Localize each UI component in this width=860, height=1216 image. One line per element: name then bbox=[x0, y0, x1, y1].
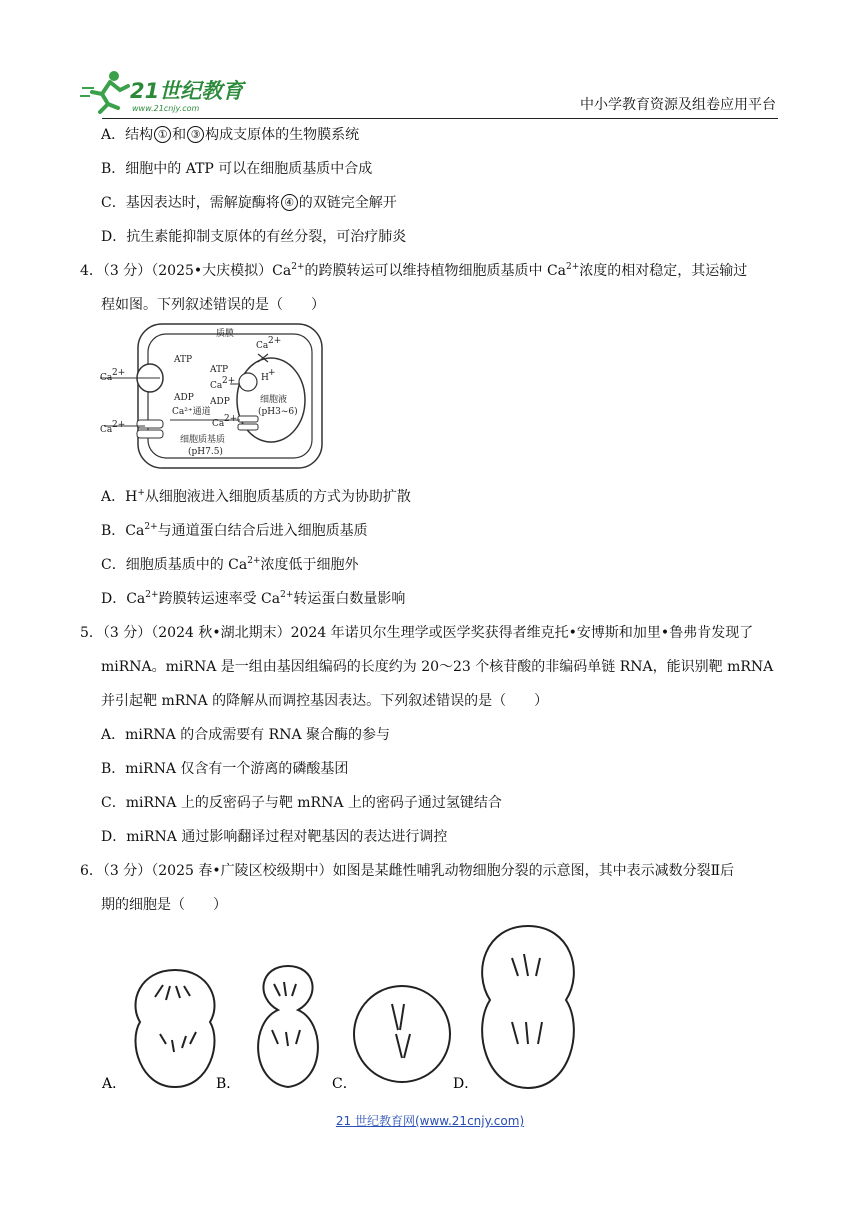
q4-option-b: B．$Ca^{2+}$与通道蛋白结合后进入细胞质基质 bbox=[101, 522, 368, 539]
runner-icon bbox=[80, 71, 128, 112]
svg-text:C．: C． bbox=[332, 1076, 357, 1092]
svg-text:Ca: Ca bbox=[100, 373, 113, 383]
q5-stem: 5．（3 分）（2024 秋•湖北期末）2024 年诺贝尔生理学或医学奖获得者维克托•安博斯和加里•鲁弗肯发现了 bbox=[80, 625, 754, 641]
q6-stem: 6．（3 分）（2025 春•广陵区校级期中）如图是某雌性哺乳动物细胞分裂的示意图，其中表示减数分裂Ⅱ后 bbox=[80, 863, 735, 879]
q4-stem: 4．（3 分）（2025•大庆模拟）$Ca^{2+}$的跨膜转运可以维持植物细胞质基质中 $Ca^{2+}$浓度的相对稳定，其运输过 bbox=[80, 262, 748, 279]
cell-division-figures bbox=[100, 922, 600, 1092]
footer-link[interactable]: 21 世纪教育网(www.21cnjy.com) bbox=[335, 1114, 525, 1128]
cell-b bbox=[258, 966, 318, 1087]
svg-text:ATP: ATP bbox=[174, 355, 193, 365]
svg-text:细胞质基质: 细胞质基质 bbox=[180, 435, 226, 445]
svg-text:Ca: Ca bbox=[212, 419, 225, 429]
cell-a bbox=[135, 970, 214, 1087]
q4-option-a: A．H+从细胞液进入细胞质基质的方式为协助扩散 bbox=[101, 488, 411, 505]
svg-text:2+: 2+ bbox=[112, 368, 126, 378]
cell-d bbox=[482, 926, 574, 1088]
q5-stem-line2: miRNA。miRNA 是一组由基因组编码的长度约为 20～23 个核苷酸的非编码单链 RNA，能识别靶 mRNA bbox=[101, 659, 774, 675]
q4-option-c: C．细胞质基质中的 $Ca^{2+}$浓度低于细胞外 bbox=[101, 556, 359, 573]
svg-text:ADP: ADP bbox=[174, 393, 194, 403]
svg-text:2+: 2+ bbox=[224, 414, 238, 424]
q3-option-c: C．基因表达时，需解旋酶将 ④ 的双链完全解开 bbox=[101, 195, 397, 211]
page-header bbox=[80, 66, 780, 118]
svg-text:ATP: ATP bbox=[210, 365, 229, 375]
svg-text:Ca: Ca bbox=[100, 425, 113, 435]
svg-text:细胞液: 细胞液 bbox=[260, 395, 288, 405]
ca-transport-diagram bbox=[100, 322, 326, 472]
svg-text:D．: D． bbox=[453, 1076, 479, 1092]
svg-text:2+: 2+ bbox=[268, 336, 282, 346]
q4-option-d: D．$Ca^{2+}$跨膜转运速率受 $Ca^{2+}$转运蛋白数量影响 bbox=[101, 590, 406, 607]
svg-text:A．: A． bbox=[102, 1076, 127, 1092]
q3-option-d: D．抗生素能抑制支原体的有丝分裂，可治疗肺炎 bbox=[101, 229, 407, 245]
header-divider bbox=[102, 118, 778, 119]
q3-option-a: A．结构 ① 和 ③ 构成支原体的生物膜系统 bbox=[101, 127, 360, 143]
q4-stem-line2: 程如图。下列叙述错误的是（ ） bbox=[101, 297, 325, 313]
q5-option-b: B．miRNA 仅含有一个游离的磷酸基团 bbox=[101, 761, 349, 777]
svg-text:Ca²⁺通道: Ca²⁺通道 bbox=[172, 407, 211, 417]
q3-option-b: B．细胞中的 ATP 可以在细胞质基质中合成 bbox=[101, 161, 373, 177]
svg-text:2+: 2+ bbox=[222, 376, 236, 386]
q6-stem-line2: 期的细胞是（ ） bbox=[101, 897, 227, 913]
logo-url: www.21cnjy.com bbox=[132, 104, 200, 113]
svg-text:B．: B． bbox=[216, 1076, 241, 1092]
q5-option-d: D．miRNA 通过影响翻译过程对靶基因的表达进行调控 bbox=[101, 829, 448, 845]
cell-c bbox=[354, 986, 450, 1082]
svg-text:H: H bbox=[261, 373, 269, 383]
q5-stem-line3: 并引起靶 mRNA 的降解从而调控基因表达。下列叙述错误的是（ ） bbox=[101, 693, 549, 709]
svg-text:(pH3~6): (pH3~6) bbox=[258, 407, 298, 417]
logo-text: 21世纪教育 bbox=[130, 79, 244, 103]
q5-option-a: A．miRNA 的合成需要有 RNA 聚合酶的参与 bbox=[101, 727, 391, 743]
svg-text:Ca: Ca bbox=[210, 381, 223, 391]
svg-text:(pH7.5): (pH7.5) bbox=[188, 447, 223, 457]
svg-text:ADP: ADP bbox=[210, 397, 230, 407]
svg-text:2+: 2+ bbox=[112, 420, 126, 430]
svg-text:+: + bbox=[268, 368, 276, 378]
logo bbox=[80, 68, 255, 116]
q5-option-c: C．miRNA 上的反密码子与靶 mRNA 上的密码子通过氢键结合 bbox=[101, 795, 502, 811]
svg-text:质膜: 质膜 bbox=[216, 329, 235, 339]
platform-name: 中小学教育资源及组卷应用平台 bbox=[580, 97, 776, 113]
svg-text:Ca: Ca bbox=[256, 341, 269, 351]
